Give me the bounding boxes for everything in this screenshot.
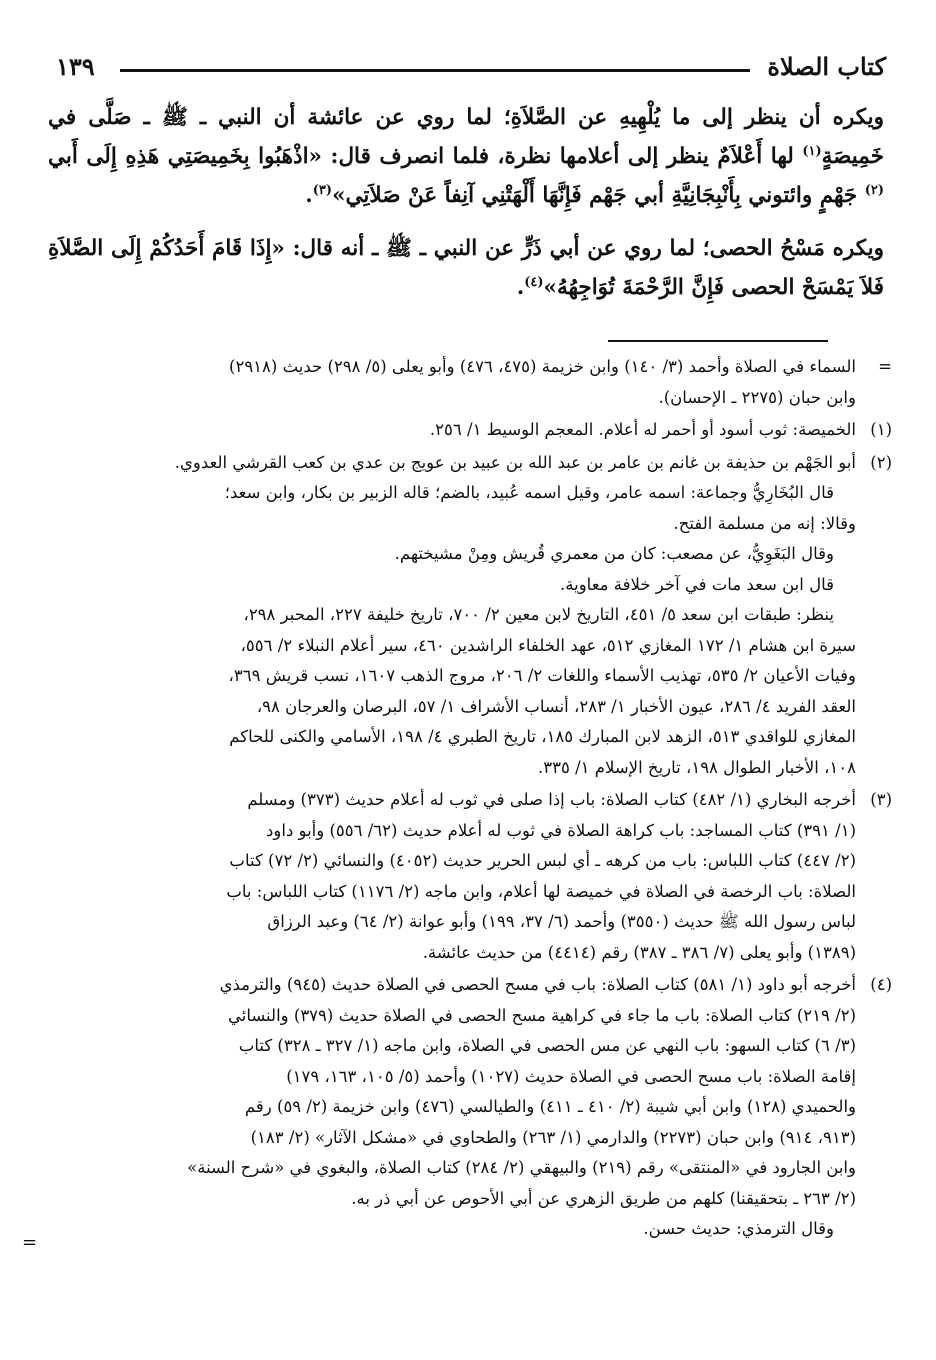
- page-header: [52, 52, 886, 86]
- footnote-3: (٣) أخرجه البخاري (١/ ٤٨٢) كتاب الصلاة: باب إذا صلى في ثوب له أعلام حديث (٣٧٣) ومسلم (١/ ٣٩١) كتاب المساجد: باب كراهة الصلاة في ثوب له أعلام حديث (٦٢/ ٥٥٦) وأبو داود (٢/ ٤٤٧) كتاب اللباس: باب من كرهه ـ أي لبس الحرير حديث (٤٠٥٢) والنسائي (٢/ ٧٢) كتاب الصلاة: باب الرخصة في الصلاة في خميصة لها أعلام، وابن ماجه (٢/ ١١٧٦) كتاب اللباس: باب لباس رسول الله ﷺ حديث (٣٥٥٠) وأحمد (٦/ ٣٧، ١٩٩) وأبو عوانة (٢/ ٦٤) وعبد الرزاق (١٣٨٩) وأبو يعلى (٧/ ٣٨٦ ـ ٣٨٧) رقم (٤٤١٤) من حديث عائشة.: [50, 785, 892, 968]
- paragraph-2: ويكره مَسْحُ الحصى؛ لما روي عن أبي ذَرٍّ عن النبي ـ ﷺ ـ أنه قال: «إِذَا قَامَ أَحَدُكُمْ إِلَى الصَّلاَةِ فَلاَ يَمْسَحْ الحصى فَإِنَّ الرَّحْمَةَ تُوَاجِهُهُ»$^{(٤)}$.: [48, 236, 884, 300]
- page-number: ١٣٩: [56, 52, 95, 81]
- footnotes: [50, 352, 892, 1247]
- continuation-mark: =: [878, 357, 892, 376]
- footnote-number: (٣): [870, 790, 892, 809]
- main-text: [48, 98, 884, 307]
- footnote-4: (٤) أخرجه أبو داود (١/ ٥٨١) كتاب الصلاة: باب في مسح الحصى في الصلاة حديث (٩٤٥) والترمذي (٢/ ٢١٩) كتاب الصلاة: باب ما جاء في كراهية مسح الحصى في الصلاة حديث (٣٧٩) والنسائي (٣/ ٦) كتاب السهو: باب النهي عن مس الحصى في الصلاة، وابن ماجه (١/ ٣٢٧ ـ ٣٢٨) كتاب إقامة الصلاة: باب مسح الحصى في الصلاة حديث (١٠٢٧) وأحمد (٥/ ١٠٥، ١٦٣، ١٧٩) والحميدي (١٢٨) وابن أبي شيبة (٢/ ٤١٠ ـ ٤١١) والطيالسي (٤٧٦) وابن خزيمة (٢/ ٥٩) رقم (٩١٣، ٩١٤) وابن حبان (٢٢٧٣) والدارمي (١/ ٢٦٣) والطحاوي في «مشكل الآثار» (٢/ ١٨٣) وابن الجارود في «المنتقى» رقم (٢١٩) والبيهقي (٢/ ٢٨٤) كتاب الصلاة، والبغوي في «شرح السنة» (٢/ ٢٦٣ ـ بتحقيقنا) كلهم من طريق الزهري عن أبي الأحوص عن أبي ذر به. وقال الترمذي: حديث حسن.: [50, 970, 892, 1245]
- footnote-number: (٤): [870, 975, 892, 994]
- footnote-ref-2: (٢): [864, 182, 884, 198]
- footnote-ref-1: (١): [802, 143, 822, 159]
- footnote-ref-3: (٣): [312, 182, 333, 198]
- paragraph-1: ويكره أن ينظر إلى ما يُلْهِيهِ عن الصَّلاَةِ؛ لما روي عن عائشة أن النبي ـ ﷺ ـ صَلَّى في خَمِيصَةٍ$^{(١)}$ لها أَعْلاَمٌ ينظر إلى أعلامها نظرة، فلما انصرف قال: «اذْهَبُوا بِخَمِيصَتِي هَذِهِ إِلَى أَبي $^{(٢)}$ جَهْمٍ وائتوني بِأَنْبِجَانِيَّةِ أبي جَهْم فَإِنَّهَا أَلْهَتْنِي آنِفاً عَنْ صَلاَتِي»$^{(٣)}$.: [48, 105, 884, 208]
- footnote-ref-4: (٤): [524, 274, 544, 290]
- footnote-number: (١): [870, 420, 892, 439]
- footnote-1: (١) الخميصة: ثوب أسود أو أحمر له أعلام. المعجم الوسيط ١/ ٢٥٦.: [50, 415, 892, 446]
- continuation-mark-next: =: [22, 1232, 38, 1253]
- running-title: كتاب الصلاة: [767, 52, 886, 81]
- footnote-2: (٢) أبو الجَهْم بن حذيفة بن غانم بن عامر بن عبد الله بن عبيد بن عويج بن عدي بن كعب القرشي العدوي. قال البُخَارِيُّ وجماعة: اسمه عامر، وقيل اسمه عُبيد، بالضم؛ قاله الزبير بن بكار، وابن سعد؛ وقالا: إنه من مسلمة الفتح. وقال البَغَوِيُّ، عن مصعب: كان من معمري قُريش ومِنْ مشيختهم. قال ابن سعد مات في آخر خلافة معاوية. ينظر: طبقات ابن سعد ٥/ ٤٥١، التاريخ لابن معين ٢/ ٧٠٠، تاريخ خليفة ٢٢٧، المحبر ٢٩٨، سيرة ابن هشام ١/ ١٧٢ المغازي ٥١٢، عهد الخلفاء الراشدين ٤٦٠، سير أعلام النبلاء ٢/ ٥٥٦، وفيات الأعيان ٢/ ٥٣٥، تهذيب الأسماء واللغات ٢/ ٢٠٦، مروج الذهب ١٦٠٧، نسب قريش ٣٦٩، العقد الفريد ٤/ ٢٨٦، عيون الأخبار ١/ ٢٨٣، أنساب الأشراف ١/ ٥٧، البرصان والعرجان ٩٨، المغازي للواقدي ٥١٣، الزهد لابن المبارك ١٨٥، تاريخ الطبري ٤/ ١٩٨، الأسامي والكنى للحاكم ١٠٨، الأخبار الطوال ١٩٨، تاريخ الإسلام ١/ ٣٣٥.: [50, 448, 892, 784]
- footnote-separator: [608, 340, 828, 342]
- footnote-number: (٢): [870, 452, 892, 472]
- footnote-continuation: = السماء في الصلاة وأحمد (٣/ ١٤٠) وابن خزيمة (٤٧٥، ٤٧٦) وأبو يعلى (٥/ ٢٩٨) حديث (٢٩١٨) وابن حبان (٢٢٧٥ ـ الإحسان).: [50, 352, 892, 413]
- header-rule: [120, 69, 750, 72]
